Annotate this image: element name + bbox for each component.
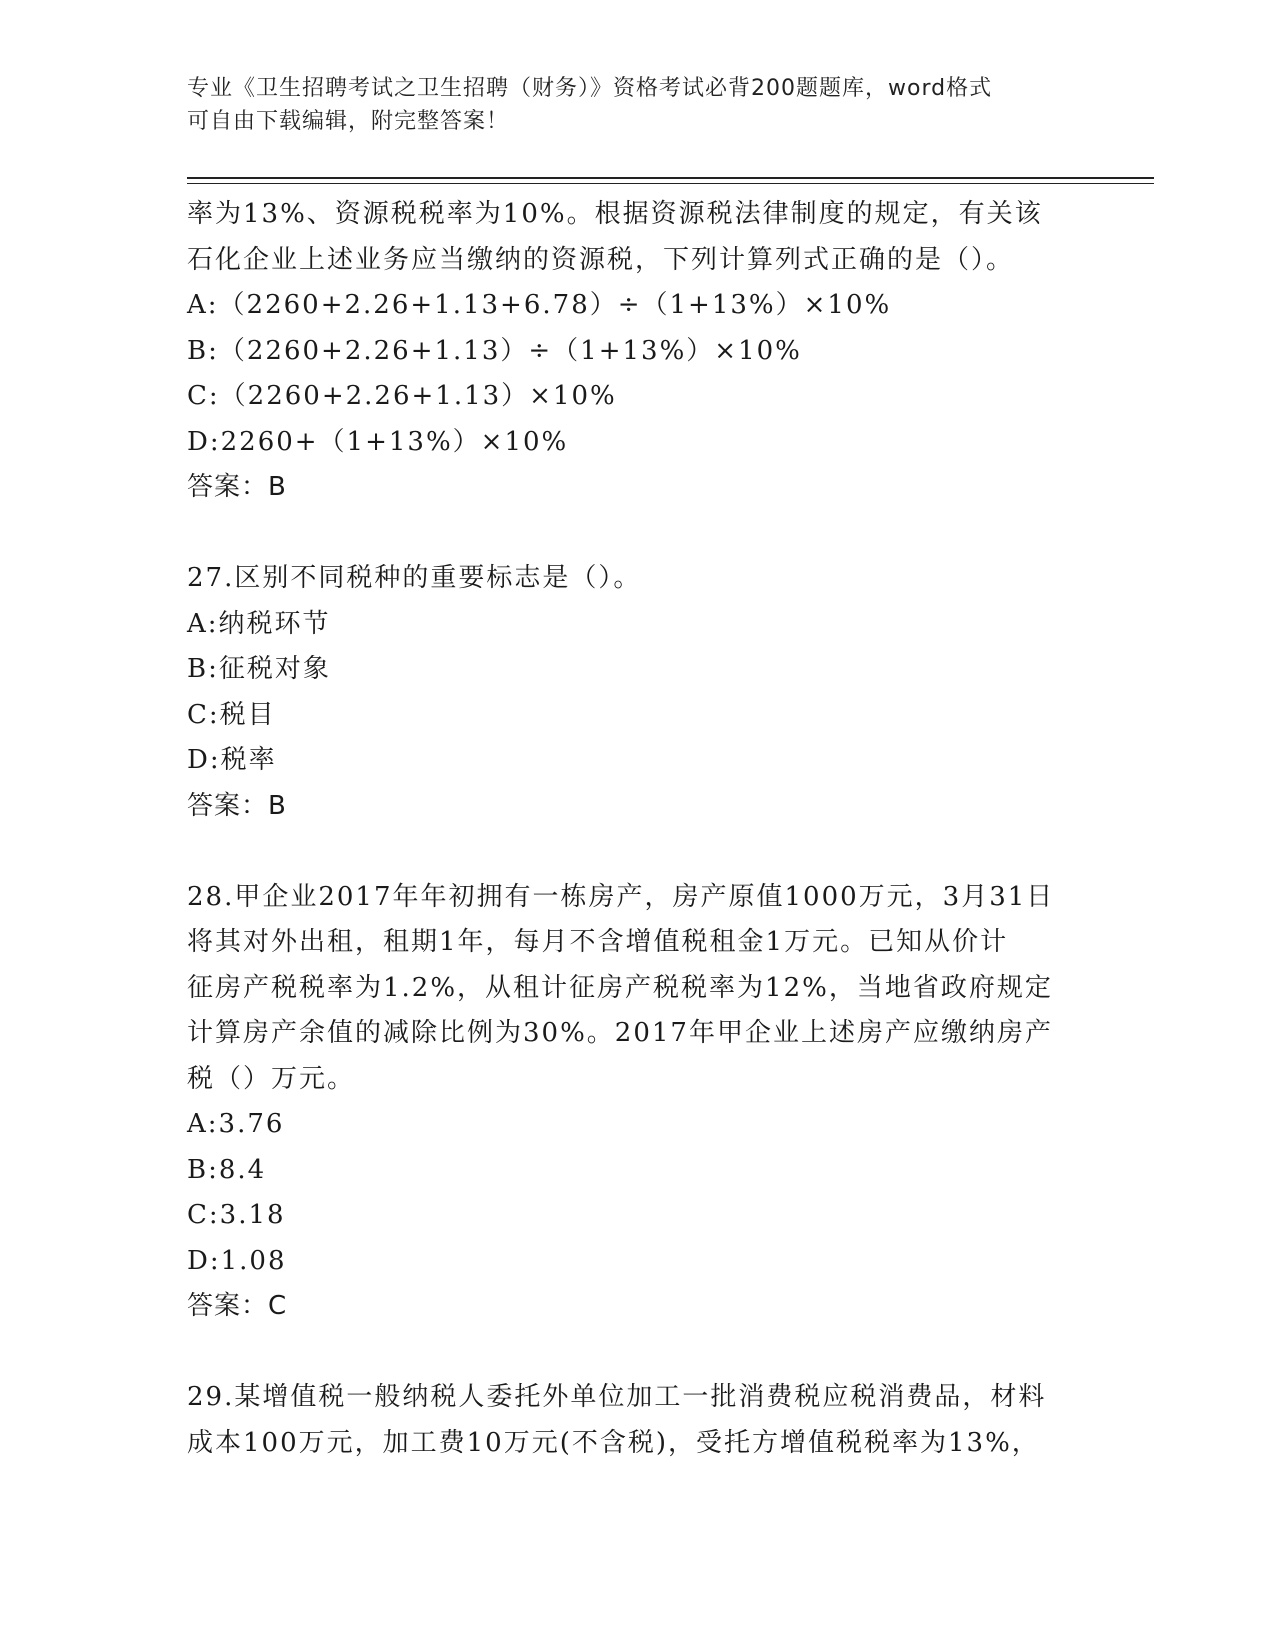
question-text-line: 石化企业上述业务应当缴纳的资源税，下列计算列式正确的是（）。 bbox=[187, 244, 1015, 275]
answer-line: 答案：B bbox=[187, 472, 287, 502]
option-a: A:（2260+2.26+1.13+6.78）÷（1+13%）×10% bbox=[187, 290, 892, 320]
question-27 bbox=[187, 556, 1087, 829]
option-a: A:纳税环节 bbox=[187, 608, 331, 639]
answer-line: 答案：C bbox=[187, 1291, 288, 1321]
header-divider bbox=[187, 177, 1154, 179]
spacer bbox=[187, 829, 1087, 875]
answer-line: 答案：B bbox=[187, 790, 287, 821]
question-continuation bbox=[187, 192, 1087, 511]
option-d: D:2260+（1+13%）×10% bbox=[187, 426, 569, 457]
option-a: A:3.76 bbox=[187, 1109, 285, 1139]
option-c: C:税目 bbox=[187, 699, 276, 730]
question-text-line: 将其对外出租，租期1年，每月不含增值税租金1万元。已知从价计 bbox=[187, 927, 1009, 957]
header-divider-thin bbox=[187, 183, 1154, 184]
option-c: C:（2260+2.26+1.13）×10% bbox=[187, 381, 617, 411]
option-b: B:征税对象 bbox=[187, 654, 331, 684]
question-text-line: 成本100万元，加工费10万元(不含税)，受托方增值税税率为13%， bbox=[187, 1427, 1040, 1458]
header-title-line: 专业《卫生招聘考试之卫生招聘（财务）》资格考试必背200题题库，word格式 bbox=[187, 76, 993, 101]
question-text-line: 27.区别不同税种的重要标志是（）。 bbox=[187, 563, 642, 593]
question-text-line: 29.某增值税一般纳税人委托外单位加工一批消费税应税消费品，材料 bbox=[187, 1382, 1047, 1412]
question-content bbox=[187, 192, 1087, 1466]
spacer bbox=[187, 511, 1087, 557]
spacer bbox=[187, 1330, 1087, 1376]
question-28 bbox=[187, 875, 1087, 1330]
question-text-line: 税（）万元。 bbox=[187, 1063, 356, 1094]
question-text-line: 28.甲企业2017年年初拥有一栋房产，房产原值1000万元，3月31日 bbox=[187, 881, 1055, 912]
option-c: C:3.18 bbox=[187, 1200, 286, 1230]
option-d: D:1.08 bbox=[187, 1245, 287, 1276]
option-b: B:（2260+2.26+1.13）÷（1+13%）×10% bbox=[187, 335, 802, 366]
question-text-line: 征房产税税率为1.2%，从租计征房产税税率为12%，当地省政府规定 bbox=[187, 972, 1053, 1003]
document-header bbox=[187, 72, 1067, 138]
question-29 bbox=[187, 1375, 1087, 1466]
option-b: B:8.4 bbox=[187, 1154, 267, 1185]
question-text-line: 率为13%、资源税税率为10%。根据资源税法律制度的规定，有关该 bbox=[187, 199, 1043, 229]
header-subtitle-line: 可自由下载编辑，附完整答案！ bbox=[187, 109, 510, 134]
option-d: D:税率 bbox=[187, 745, 277, 775]
question-text-line: 计算房产余值的减除比例为30%。2017年甲企业上述房产应缴纳房产 bbox=[187, 1018, 1053, 1048]
